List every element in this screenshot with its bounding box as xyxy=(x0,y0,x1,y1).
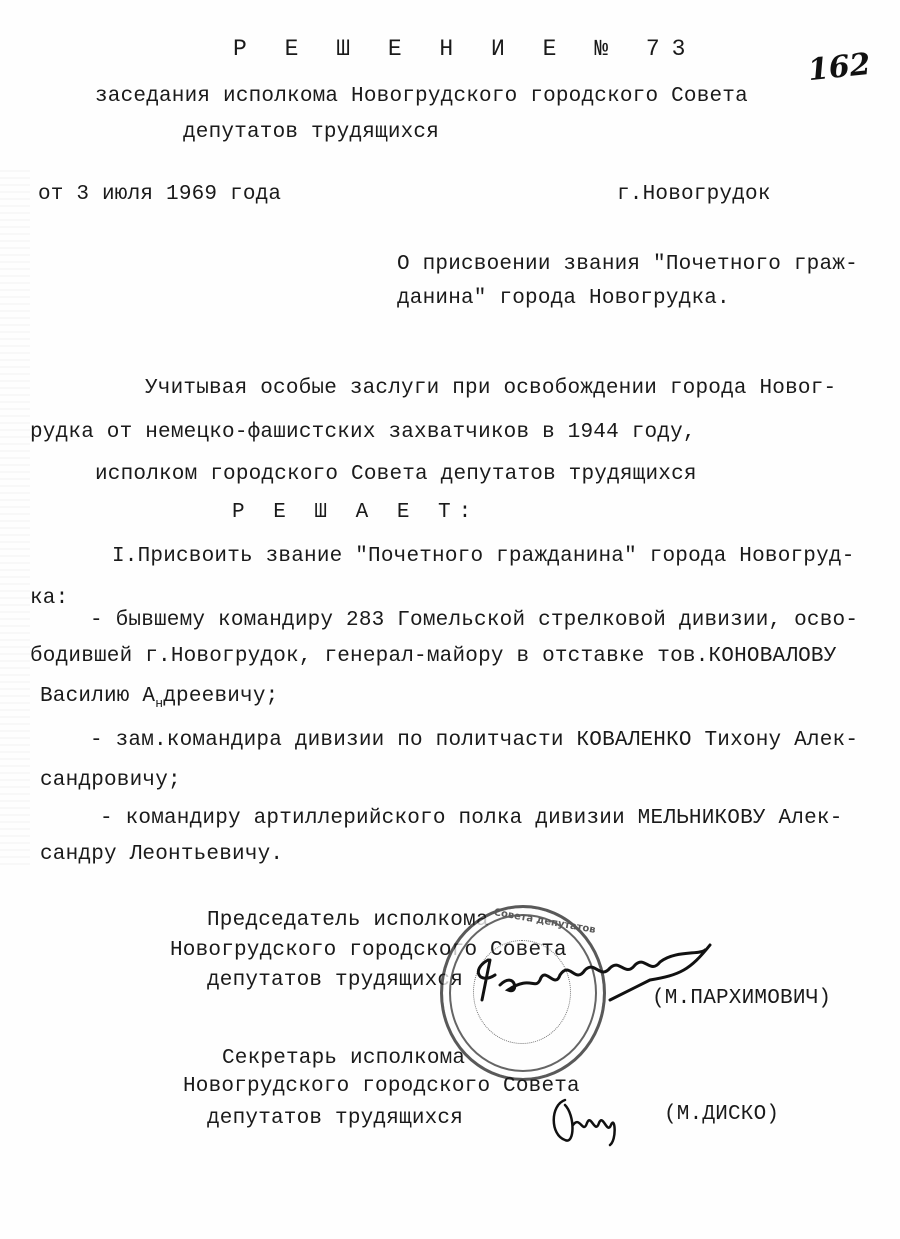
document-place: г.Новогрудок xyxy=(617,183,771,206)
secretary-signature-icon xyxy=(545,1095,635,1150)
honoree-2-line-2: сандровичу; xyxy=(40,769,181,792)
chairman-title-line-3: депутатов трудящихся xyxy=(207,969,464,992)
heading-line-2: депутатов трудящихся xyxy=(183,121,440,144)
scan-margin-noise xyxy=(0,170,30,870)
stamp-text: Совета депутатов xyxy=(492,907,597,936)
secretary-title-line-3: депутатов трудящихся xyxy=(207,1107,464,1130)
honoree-2-line-1: - зам.командира дивизии по политчасти КОВАЛЕНКО Тихону Алек- xyxy=(90,729,859,752)
document-title: Р Е Ш Е Н И Е № 73 xyxy=(233,36,698,62)
subject-line-2: данина" города Новогрудка. xyxy=(397,287,730,310)
chairman-signature-icon xyxy=(460,930,730,1010)
subject-line-1: О присвоении звания "Почетного граж- xyxy=(397,253,858,276)
chairman-title-line-1: Председатель исполкома xyxy=(207,909,489,932)
honoree-1-line-1: - бывшему командиру 283 Гомельской стрелковой дивизии, осво- xyxy=(90,609,859,632)
secretary-name: (М.ДИСКО) xyxy=(664,1103,780,1126)
honoree-3-line-2: сандру Леонтьевичу. xyxy=(40,843,284,866)
preamble-line-2: рудка от немецко-фашистских захватчиков в 1944 году, xyxy=(30,421,696,444)
clause-1-line-1: I.Присвоить звание "Почетного гражданина" города Новогруд- xyxy=(112,545,855,568)
honoree-1-line-2: бодившей г.Новогрудок, генерал-майору в отставке тов.КОНОВАЛОВУ xyxy=(30,645,837,668)
document-date: от 3 июля 1969 года xyxy=(38,183,282,206)
chairman-name: (М.ПАРХИМОВИЧ) xyxy=(652,987,832,1010)
resolves-heading: Р Е Ш А Е Т: xyxy=(232,501,480,524)
chairman-title-line-2: Новогрудского городского Совета xyxy=(170,939,567,962)
preamble-line-1: Учитывая особые заслуги при освобождении города Новог- xyxy=(145,377,837,400)
secretary-title-line-2: Новогрудского городского Совета xyxy=(183,1075,580,1098)
preamble-line-3: исполком городского Совета депутатов трудящихся xyxy=(95,463,697,486)
heading-line-1: заседания исполкома Новогрудского городского Совета xyxy=(95,85,748,108)
secretary-title-line-1: Секретарь исполкома xyxy=(222,1047,466,1070)
honoree-1-line-3: Василию $А_ндреевичу$; xyxy=(40,685,279,711)
handwritten-correction: н xyxy=(155,696,164,711)
honoree-3-line-1: - командиру артиллерийского полка дивизии МЕЛЬНИКОВУ Алек- xyxy=(100,807,843,830)
clause-1-line-2: ка: xyxy=(30,587,69,610)
folio-number: 162 xyxy=(806,46,873,89)
